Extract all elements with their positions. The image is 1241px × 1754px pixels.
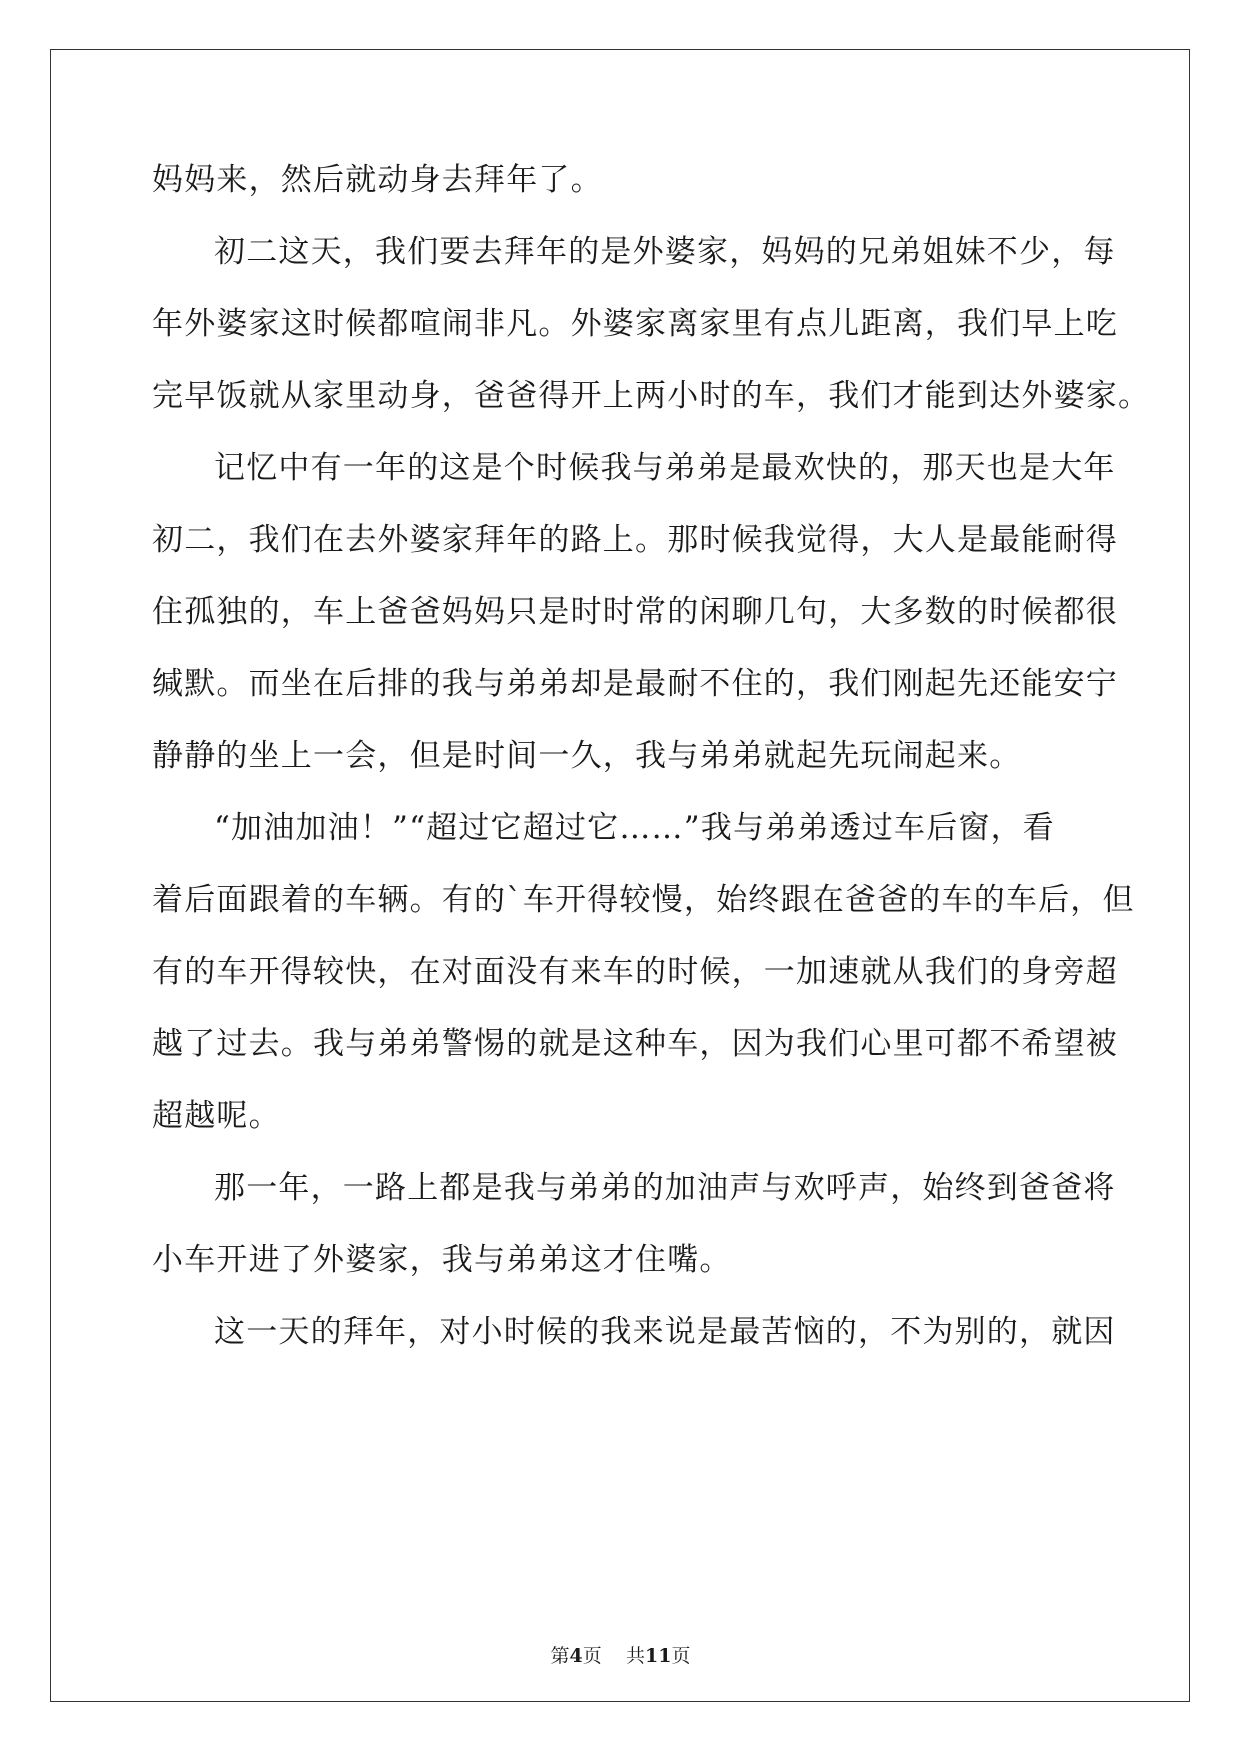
paragraph-start-line: “加油加油！”“超过它超过它……”我与弟弟透过车后窗，看 — [214, 810, 1055, 846]
total-pages: 11 — [644, 1645, 672, 1667]
paragraph-start-line: 那一年，一路上都是我与弟弟的加油声与欢呼声，始终到爸爸将 — [214, 1170, 1116, 1206]
text-line: 完早饭就从家里动身，爸爸得开上两小时的车，我们才能到达外婆家。 — [152, 378, 1151, 414]
text-line: 住孤独的，车上爸爸妈妈只是时时常的闲聊几句，大多数的时候都很 — [152, 594, 1118, 630]
text-line: 超越呢。 — [152, 1098, 281, 1134]
text-line: 妈妈来，然后就动身去拜年了。 — [152, 162, 603, 198]
page-border — [50, 49, 1190, 1702]
text-line: 初二，我们在去外婆家拜年的路上。那时候我觉得，大人是最能耐得 — [152, 522, 1118, 558]
text-line: 着后面跟着的车辆。有的`车开得较慢，始终跟在爸爸的车的车后，但 — [152, 882, 1135, 918]
text-line: 缄默。而坐在后排的我与弟弟却是最耐不住的，我们刚起先还能安宁 — [152, 666, 1118, 702]
text-line: 越了过去。我与弟弟警惕的就是这种车，因为我们心里可都不希望被 — [152, 1026, 1118, 1062]
page-suffix: 页 — [582, 1645, 602, 1667]
text-line: 有的车开得较快，在对面没有来车的时候，一加速就从我们的身旁超 — [152, 954, 1118, 990]
text-line: 小车开进了外婆家，我与弟弟这才住嘴。 — [152, 1242, 732, 1278]
paragraph-start-line: 这一天的拜年，对小时候的我来说是最苦恼的，不为别的，就因 — [214, 1314, 1116, 1350]
page-footer — [0, 1644, 1241, 1668]
paragraph-start-line: 记忆中有一年的这是个时候我与弟弟是最欢快的，那天也是大年 — [214, 450, 1116, 486]
total-suffix: 页 — [671, 1645, 691, 1667]
page-prefix: 第 — [550, 1645, 570, 1667]
text-line: 静静的坐上一会，但是时间一久，我与弟弟就起先玩闹起来。 — [152, 738, 1022, 774]
total-prefix: 共 — [625, 1645, 645, 1667]
paragraph-start-line: 初二这天，我们要去拜年的是外婆家，妈妈的兄弟姐妹不少，每 — [214, 234, 1116, 270]
text-line: 年外婆家这时候都喧闹非凡。外婆家离家里有点儿距离，我们早上吃 — [152, 306, 1118, 342]
page-number: 4 — [569, 1645, 583, 1667]
